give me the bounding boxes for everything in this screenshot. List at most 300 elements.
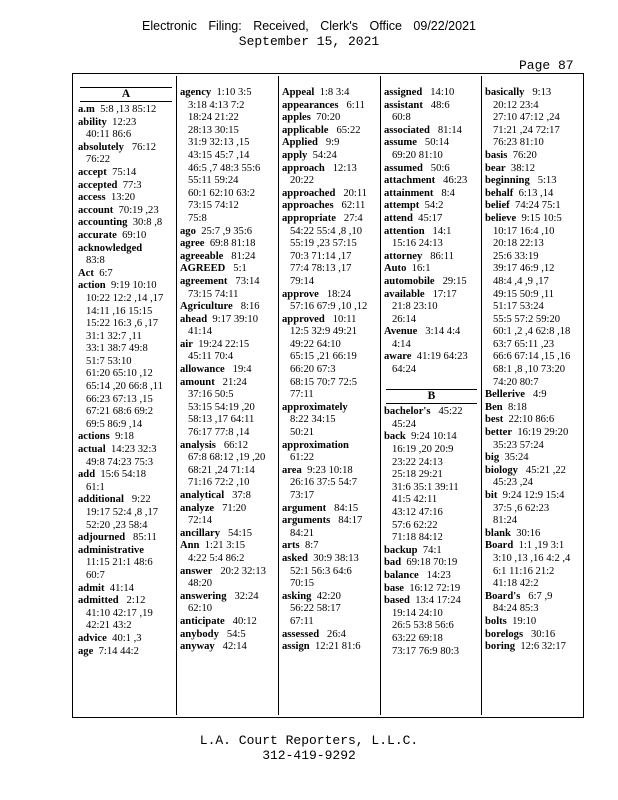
index-entry xyxy=(180,490,275,503)
index-entry xyxy=(180,440,275,453)
index-page-refs: 46:5 ,7 48:3 55:6 xyxy=(180,162,261,174)
index-term: admitted xyxy=(78,595,119,607)
index-page-refs: 81:14 xyxy=(429,124,462,136)
index-term: belief xyxy=(485,200,510,212)
index-term: appropriate xyxy=(282,212,336,224)
index-term: Ann xyxy=(180,540,200,552)
index-entry-continuation xyxy=(384,520,479,533)
index-page-refs: 45:11 70:4 xyxy=(180,351,234,363)
index-page-refs: 69:10 xyxy=(116,229,147,241)
index-term: analytical xyxy=(180,490,225,501)
index-entry xyxy=(282,553,377,566)
index-page-refs: 76:12 xyxy=(123,141,156,153)
index-page-refs: 16:12 72:19 xyxy=(404,582,461,594)
index-entry-continuation xyxy=(78,368,174,381)
index-entry-continuation xyxy=(180,402,275,415)
index-page-refs: 20:12 23:4 xyxy=(485,99,539,111)
index-entry-continuation xyxy=(78,394,174,407)
index-term: administrative xyxy=(78,544,144,556)
index-term: based xyxy=(384,595,410,607)
index-page-refs: 30:9 38:13 xyxy=(307,552,359,564)
index-page-refs: 45:24 xyxy=(384,418,417,430)
index-page-refs: 55:11 59:24 xyxy=(180,175,239,187)
index-page-refs: 9:13 xyxy=(524,87,552,98)
index-entry-continuation xyxy=(282,351,377,364)
index-term: associated xyxy=(384,124,430,136)
index-entry-continuation xyxy=(384,633,479,646)
index-entry xyxy=(78,167,174,180)
index-page-refs: 21:8 23:10 xyxy=(384,301,438,313)
index-entry-continuation xyxy=(180,477,275,490)
index-page-refs: 65:14 ,20 66:8 ,11 xyxy=(78,381,163,393)
index-page-refs: 30:8 ,8 xyxy=(127,217,163,229)
index-entry-continuation xyxy=(282,528,377,541)
reporter-company: L.A. Court Reporters, L.L.C. xyxy=(199,733,419,748)
index-page-refs: 20:2 32:13 xyxy=(212,565,266,577)
index-entry xyxy=(78,268,174,281)
index-term: Applied xyxy=(282,137,318,149)
index-page-refs: 42:21 43:2 xyxy=(78,620,132,632)
index-entry-continuation xyxy=(485,440,580,453)
index-page-refs: 62:11 xyxy=(333,200,366,212)
index-page-refs: 18:24 21:22 xyxy=(180,112,239,124)
index-entry-continuation xyxy=(384,150,479,163)
index-page-refs: 51:7 53:10 xyxy=(78,355,132,367)
index-term: accounting xyxy=(78,217,128,229)
index-entry xyxy=(282,440,377,453)
index-entry xyxy=(180,503,275,516)
index-entry-continuation xyxy=(78,381,174,394)
index-page-refs: 54:5 xyxy=(218,628,246,640)
index-term: accepted xyxy=(78,179,118,191)
index-entry xyxy=(180,226,275,239)
index-page-refs: 81:24 xyxy=(223,250,256,262)
index-page-refs: 19:17 52:4 ,8 ,17 xyxy=(78,507,159,518)
index-entry-continuation xyxy=(282,251,377,264)
index-entry xyxy=(180,251,275,264)
index-page-refs: 41:10 42:17 ,19 xyxy=(78,607,153,619)
index-entry-continuation xyxy=(180,175,275,188)
index-page-refs: 23:22 24:13 xyxy=(384,456,443,468)
index-page-refs: 35:23 57:24 xyxy=(485,439,544,451)
index-entry-continuation xyxy=(78,520,174,533)
index-page-refs: 1:1 ,19 3:1 xyxy=(513,540,565,552)
index-entry xyxy=(485,616,580,629)
index-entry-continuation xyxy=(485,276,580,289)
index-entry xyxy=(78,243,174,256)
index-page-refs: 60:1 ,2 ,4 62:8 ,18 xyxy=(485,326,571,338)
index-term: action xyxy=(78,280,106,292)
index-term: admit xyxy=(78,582,105,594)
index-page-refs: 76:23 81:10 xyxy=(485,137,544,149)
index-term: Ben xyxy=(485,401,503,413)
index-page-refs: 48:20 xyxy=(180,578,213,590)
index-page-refs: 50:14 xyxy=(416,137,450,149)
index-term: argument xyxy=(282,502,327,514)
index-page-refs: 26:16 37:5 54:7 xyxy=(282,477,358,489)
index-page-refs: 76:17 77:8 ,14 xyxy=(180,427,250,439)
index-page-refs: 50:6 xyxy=(422,162,450,174)
index-entry-continuation xyxy=(485,238,580,251)
index-entry xyxy=(180,364,275,377)
index-entry-continuation xyxy=(384,457,479,470)
index-frame xyxy=(72,73,584,718)
index-term: attention xyxy=(384,225,425,237)
index-term: approach xyxy=(282,162,325,174)
index-entry xyxy=(485,641,580,654)
index-entry xyxy=(78,646,174,659)
index-entry xyxy=(78,583,174,596)
index-term: area xyxy=(282,464,302,476)
index-page-refs: 37:5 ,6 62:23 xyxy=(485,502,550,514)
reporter-phone: 312-419-9292 xyxy=(262,748,356,763)
index-entry xyxy=(384,326,479,339)
index-entry xyxy=(384,570,479,583)
index-entry-continuation xyxy=(384,482,479,495)
index-page-refs: 70:3 71:14 ,17 xyxy=(282,250,352,262)
index-term: anticipate xyxy=(180,615,225,627)
index-page-refs: 3:10 ,13 ,16 4:2 ,4 xyxy=(485,552,571,564)
index-entry-continuation xyxy=(180,200,275,213)
index-page-refs: 5:1 xyxy=(225,263,247,275)
index-entry-continuation xyxy=(282,263,377,276)
index-page-refs: 1:21 3:15 xyxy=(199,540,246,552)
index-entry xyxy=(485,402,580,415)
index-entry xyxy=(180,591,275,604)
index-entry xyxy=(78,230,174,243)
index-page-refs: 66:6 67:14 ,15 ,16 xyxy=(485,351,571,363)
index-page-refs: 12:23 xyxy=(106,116,137,128)
index-entry-continuation xyxy=(282,414,377,427)
index-term: assign xyxy=(282,641,310,653)
index-entry-continuation xyxy=(180,112,275,125)
index-entry-continuation xyxy=(78,419,174,432)
index-page-refs: 28:13 30:15 xyxy=(180,124,239,136)
index-entry-continuation xyxy=(78,331,174,344)
index-entry-continuation xyxy=(78,129,174,142)
index-entry-continuation xyxy=(282,364,377,377)
index-entry xyxy=(384,87,479,100)
index-page-refs: 71:16 72:2 ,10 xyxy=(180,477,250,489)
index-page-refs: 41:14 xyxy=(104,582,134,594)
index-page-refs: 49:22 64:10 xyxy=(282,338,341,350)
index-entry-continuation xyxy=(180,427,275,440)
index-page-refs: 84:17 xyxy=(330,515,363,527)
index-entry-continuation xyxy=(282,226,377,239)
index-term: backup xyxy=(384,544,418,556)
index-term: bad xyxy=(384,557,402,569)
index-page-refs: 10:11 xyxy=(324,313,357,325)
index-entry-continuation xyxy=(485,553,580,566)
index-page-refs: 19:24 22:15 xyxy=(192,338,250,350)
index-entry xyxy=(485,389,580,402)
index-page-refs: 31:6 35:1 39:11 xyxy=(384,481,459,493)
index-term: available xyxy=(384,288,425,300)
index-term: agency xyxy=(180,87,212,98)
index-entry xyxy=(282,87,377,100)
index-entry-continuation xyxy=(384,419,479,432)
index-term: advice xyxy=(78,632,107,644)
index-term: amount xyxy=(180,376,215,388)
index-page-refs: 39:17 46:9 ,12 xyxy=(485,263,555,275)
index-page-refs: 13:4 17:24 xyxy=(409,595,461,607)
index-page-refs: 54:22 55:4 ,8 ,10 xyxy=(282,225,363,237)
index-page-refs: 4:14 xyxy=(384,338,411,350)
index-entry-continuation xyxy=(384,238,479,251)
index-page-refs: 35:24 xyxy=(499,452,529,464)
index-page-refs: 27:10 47:12 ,24 xyxy=(485,112,560,124)
index-page-refs: 2:12 xyxy=(118,595,146,607)
index-entry-continuation xyxy=(485,301,580,314)
index-page-refs: 50:21 xyxy=(282,427,315,439)
index-entry xyxy=(180,616,275,629)
index-column-4 xyxy=(380,76,482,715)
index-entry xyxy=(282,289,377,302)
index-page-refs: 74:20 80:7 xyxy=(485,376,539,388)
index-entry-continuation xyxy=(282,389,377,402)
index-entry-continuation xyxy=(78,482,174,495)
index-entry xyxy=(485,213,580,226)
index-column-2 xyxy=(176,76,278,715)
index-page-refs: 41:18 42:2 xyxy=(485,578,539,590)
index-entry xyxy=(78,280,174,293)
index-entry-continuation xyxy=(485,477,580,490)
index-page-refs: 69:5 86:9 ,14 xyxy=(78,418,143,430)
index-page-refs: 65:15 ,21 66:19 xyxy=(282,351,357,363)
index-entry-continuation xyxy=(282,175,377,188)
index-page-refs: 45:21 ,22 xyxy=(517,464,566,476)
index-term: actions xyxy=(78,431,110,443)
index-term: assigned xyxy=(384,87,423,98)
index-page-refs: 68:15 70:7 72:5 xyxy=(282,376,358,388)
efiling-date-line: September 15, 2021 xyxy=(238,34,380,49)
index-entry-continuation xyxy=(282,566,377,579)
index-page-refs: 31:1 32:7 ,11 xyxy=(78,330,142,342)
index-page-refs: 63:7 65:11 ,23 xyxy=(485,338,555,350)
index-entry xyxy=(282,188,377,201)
index-entry xyxy=(282,125,377,138)
index-entry xyxy=(180,641,275,654)
index-page-refs: 62:10 xyxy=(180,603,213,615)
index-term: answering xyxy=(180,590,227,602)
index-term: asking xyxy=(282,590,312,602)
index-entry-continuation xyxy=(485,112,580,125)
index-page-refs: 26:14 xyxy=(384,313,417,325)
index-page-refs: 14:23 xyxy=(418,569,451,581)
index-term: ahead xyxy=(180,313,208,325)
index-entry-continuation xyxy=(78,343,174,356)
index-entry-continuation xyxy=(180,100,275,113)
index-term: believe xyxy=(485,212,517,224)
index-term: approached xyxy=(282,187,336,199)
index-entry xyxy=(384,188,479,201)
index-page-refs: 26:5 53:8 56:6 xyxy=(384,620,454,632)
index-page-refs: 67:21 68:6 69:2 xyxy=(78,406,154,418)
index-page-refs: 5:8 ,13 85:12 xyxy=(94,104,157,115)
index-page-refs: 57:16 67:9 ,10 ,12 xyxy=(282,301,368,313)
index-entry-continuation xyxy=(180,553,275,566)
index-entry-continuation xyxy=(78,570,174,583)
index-entry-continuation xyxy=(485,377,580,390)
index-term: add xyxy=(78,469,96,481)
index-term: Act xyxy=(78,267,94,279)
index-term: Bellerive xyxy=(485,389,526,401)
index-term: agreeable xyxy=(180,250,224,262)
index-page-refs: 9:17 39:10 xyxy=(207,313,259,325)
index-entry xyxy=(180,339,275,352)
index-term: Appeal xyxy=(282,87,315,98)
index-term: ability xyxy=(78,116,107,128)
index-page-refs: 73:15 74:11 xyxy=(180,288,239,300)
index-entry-continuation xyxy=(282,616,377,629)
index-page-refs: 51:17 53:24 xyxy=(485,301,544,313)
index-entry xyxy=(384,351,479,364)
index-term: Auto xyxy=(384,263,407,275)
index-page-refs: 72:14 xyxy=(180,515,213,527)
index-term: AGREED xyxy=(180,263,226,275)
index-term: absolutely xyxy=(78,141,124,153)
index-entry xyxy=(180,566,275,579)
index-term: apply xyxy=(282,149,308,161)
index-entry xyxy=(384,557,479,570)
index-page-refs: 15:16 24:13 xyxy=(384,238,443,250)
index-term: applicable xyxy=(282,124,329,136)
index-page-refs: 6:7 xyxy=(93,267,113,279)
index-page-refs: 10:17 16:4 ,10 xyxy=(485,225,555,237)
index-entry xyxy=(78,205,174,218)
index-entry xyxy=(78,532,174,545)
index-entry-continuation xyxy=(78,557,174,570)
index-entry xyxy=(485,591,580,604)
index-page-refs: 42:20 xyxy=(311,590,341,602)
index-entry-continuation xyxy=(384,112,479,125)
index-entry xyxy=(384,163,479,176)
index-page-refs: 43:15 45:7 ,14 xyxy=(180,149,250,161)
index-page-refs: 48:6 xyxy=(422,99,450,111)
index-entry xyxy=(78,431,174,444)
index-page-refs: 76:20 xyxy=(507,149,537,161)
index-term: acknowledged xyxy=(78,242,143,254)
index-entry xyxy=(282,629,377,642)
index-page-refs: 70:19 ,23 xyxy=(113,204,159,216)
index-page-refs: 37:8 xyxy=(224,490,251,501)
index-entry xyxy=(282,591,377,604)
index-page-refs: 61:22 xyxy=(282,452,315,464)
index-page-refs: 52:20 ,23 58:4 xyxy=(78,519,148,531)
index-page-refs: 20:22 xyxy=(282,175,315,187)
index-term: balance xyxy=(384,569,419,581)
index-entry-continuation xyxy=(485,100,580,113)
index-page-refs: 41:5 42:11 xyxy=(384,494,438,506)
index-entry xyxy=(485,175,580,188)
index-page-refs: 16:1 xyxy=(406,263,431,275)
index-entry-continuation xyxy=(180,351,275,364)
index-entry xyxy=(485,427,580,440)
index-term: accept xyxy=(78,166,107,178)
index-page-refs: 49:8 74:23 75:3 xyxy=(78,456,154,468)
index-page-refs: 8:16 xyxy=(232,301,260,313)
index-entry xyxy=(78,633,174,646)
index-page-refs: 55:19 ,23 57:15 xyxy=(282,238,357,250)
index-term: adjourned xyxy=(78,532,126,544)
index-term: asked xyxy=(282,552,308,564)
index-page-refs: 74:1 xyxy=(417,544,442,556)
index-entry xyxy=(78,595,174,608)
index-page-refs: 1:10 3:5 xyxy=(211,87,252,98)
index-page-refs: 6:11 xyxy=(338,99,365,111)
index-entry-continuation xyxy=(384,646,479,659)
index-entry-continuation xyxy=(180,150,275,163)
index-entry-continuation xyxy=(282,578,377,591)
index-term: back xyxy=(384,431,406,443)
index-page-refs: 86:11 xyxy=(422,250,454,262)
index-page-refs: 67:8 68:12 ,19 ,20 xyxy=(180,452,266,464)
index-page-refs: 69:18 70:19 xyxy=(401,557,458,569)
index-entry-continuation xyxy=(180,125,275,138)
index-entry-continuation xyxy=(384,339,479,352)
index-page-refs: 4:22 5:4 86:2 xyxy=(180,552,245,564)
index-page-refs: 14:23 32:3 xyxy=(105,444,157,456)
index-page-refs: 56:22 58:17 xyxy=(282,603,341,615)
index-entry-continuation xyxy=(485,226,580,239)
index-entry-continuation xyxy=(180,452,275,465)
index-term: Board xyxy=(485,540,514,552)
index-page-refs: 12:6 32:17 xyxy=(515,641,566,653)
index-entry-continuation xyxy=(180,603,275,616)
index-page-refs: 8:22 34:15 xyxy=(282,414,336,426)
index-entry-continuation xyxy=(78,620,174,633)
index-term: a.m xyxy=(78,104,95,115)
index-entry-continuation xyxy=(485,503,580,516)
index-entry-continuation xyxy=(78,406,174,419)
index-entry xyxy=(384,595,479,608)
index-page-refs: 71:20 xyxy=(214,502,247,514)
index-term: anyway xyxy=(180,641,215,653)
index-page-refs: 79:14 xyxy=(282,275,315,287)
index-page-refs: 73:15 74:12 xyxy=(180,200,239,212)
index-entry xyxy=(485,528,580,541)
index-term: beginning xyxy=(485,175,530,187)
index-page-refs: 26:4 xyxy=(319,628,346,640)
index-letter-heading: A xyxy=(80,87,172,102)
index-entry xyxy=(282,112,377,125)
index-page-refs: 40:1 ,3 xyxy=(106,632,142,644)
index-page-refs: 68:1 ,8 ,10 73:20 xyxy=(485,364,566,376)
index-page-refs: 41:14 xyxy=(180,326,213,338)
index-page-refs: 31:9 32:13 ,15 xyxy=(180,137,250,149)
index-entry xyxy=(282,200,377,213)
index-entry-continuation xyxy=(180,578,275,591)
index-entry xyxy=(384,263,479,276)
index-page-refs: 52:1 56:3 64:6 xyxy=(282,565,352,577)
index-page-refs: 8:4 xyxy=(433,187,455,199)
efiling-received-line: Electronic Filing: Received, Clerk's Office 09/22/2021 xyxy=(142,19,476,33)
index-entry xyxy=(384,276,479,289)
index-term: automobile xyxy=(384,275,435,287)
index-entry-continuation xyxy=(485,603,580,616)
index-term: apples xyxy=(282,112,311,124)
index-entry xyxy=(282,515,377,528)
index-page-refs: 70:20 xyxy=(310,112,341,124)
index-page-refs: 75:8 xyxy=(180,212,207,224)
index-page-refs: 5:13 xyxy=(529,175,557,187)
index-entry xyxy=(384,125,479,138)
index-entry-continuation xyxy=(485,289,580,302)
index-letter-heading: B xyxy=(386,389,477,404)
index-entry-continuation xyxy=(384,469,479,482)
index-term: attachment xyxy=(384,175,436,187)
index-entry xyxy=(485,540,580,553)
